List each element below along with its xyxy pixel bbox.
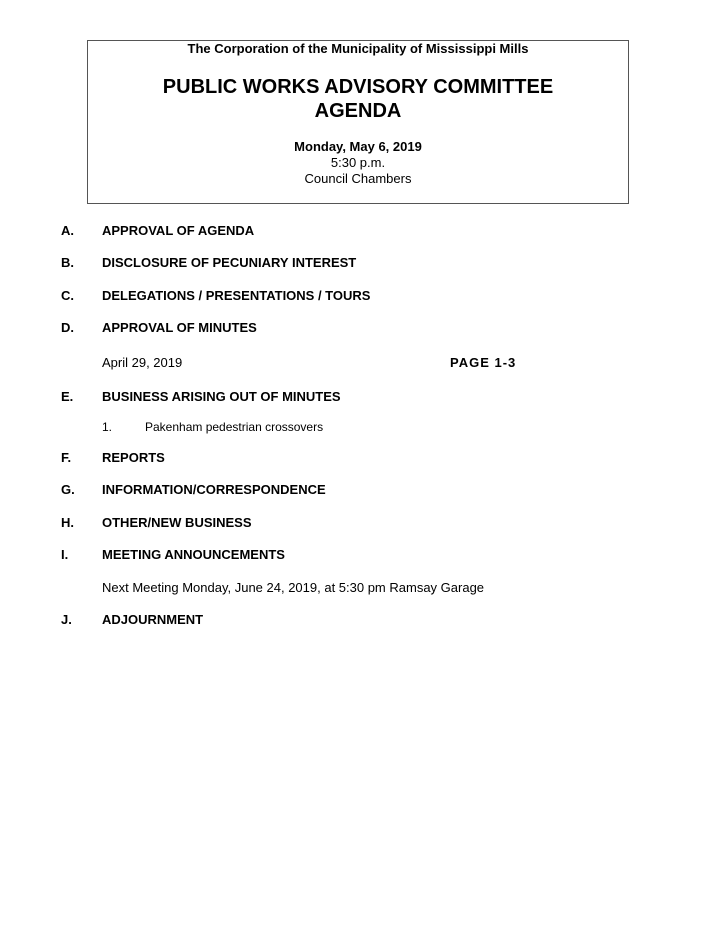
title-line-2: AGENDA [314, 100, 402, 122]
section-letter: B. [61, 255, 74, 270]
section-letter: H. [61, 515, 74, 530]
section-letter: A. [61, 223, 74, 238]
subitem-text: Pakenham pedestrian crossovers [145, 420, 324, 434]
section-heading: ADJOURNMENT [102, 612, 204, 627]
section-letter: G. [61, 482, 75, 497]
agenda-header [87, 40, 629, 204]
meeting-location: Council Chambers [304, 171, 412, 186]
section-letter: D. [61, 320, 74, 335]
section-heading: DELEGATIONS / PRESENTATIONS / TOURS [102, 288, 371, 303]
document-title [88, 75, 628, 123]
section-heading: APPROVAL OF MINUTES [102, 320, 257, 335]
section-letter: F. [61, 450, 72, 465]
section-heading: REPORTS [102, 450, 165, 465]
section-heading: DISCLOSURE OF PECUNIARY INTEREST [102, 255, 357, 270]
section-heading: OTHER/NEW BUSINESS [102, 515, 252, 530]
subitem-number: 1. [102, 420, 113, 434]
page-reference: PAGE 1-3 [450, 355, 517, 370]
meeting-date: Monday, May 6, 2019 [294, 139, 422, 154]
section-heading: BUSINESS ARISING OUT OF MINUTES [102, 389, 341, 404]
section-heading: APPROVAL OF AGENDA [102, 223, 255, 238]
section-letter: C. [61, 288, 74, 303]
section-heading: INFORMATION/CORRESPONDENCE [102, 482, 326, 497]
meeting-time: 5:30 p.m. [330, 155, 386, 170]
section-letter: J. [61, 612, 72, 627]
title-line-1: PUBLIC WORKS ADVISORY COMMITTEE [162, 76, 554, 98]
next-meeting-note: Next Meeting Monday, June 24, 2019, at 5:30 pm Ramsay Garage [102, 580, 485, 595]
section-heading: MEETING ANNOUNCEMENTS [102, 547, 285, 562]
organization-name: The Corporation of the Municipality of Mississippi Mills [187, 41, 529, 56]
section-letter: E. [61, 389, 74, 404]
minutes-date: April 29, 2019 [102, 355, 183, 370]
section-letter: I. [61, 547, 69, 562]
